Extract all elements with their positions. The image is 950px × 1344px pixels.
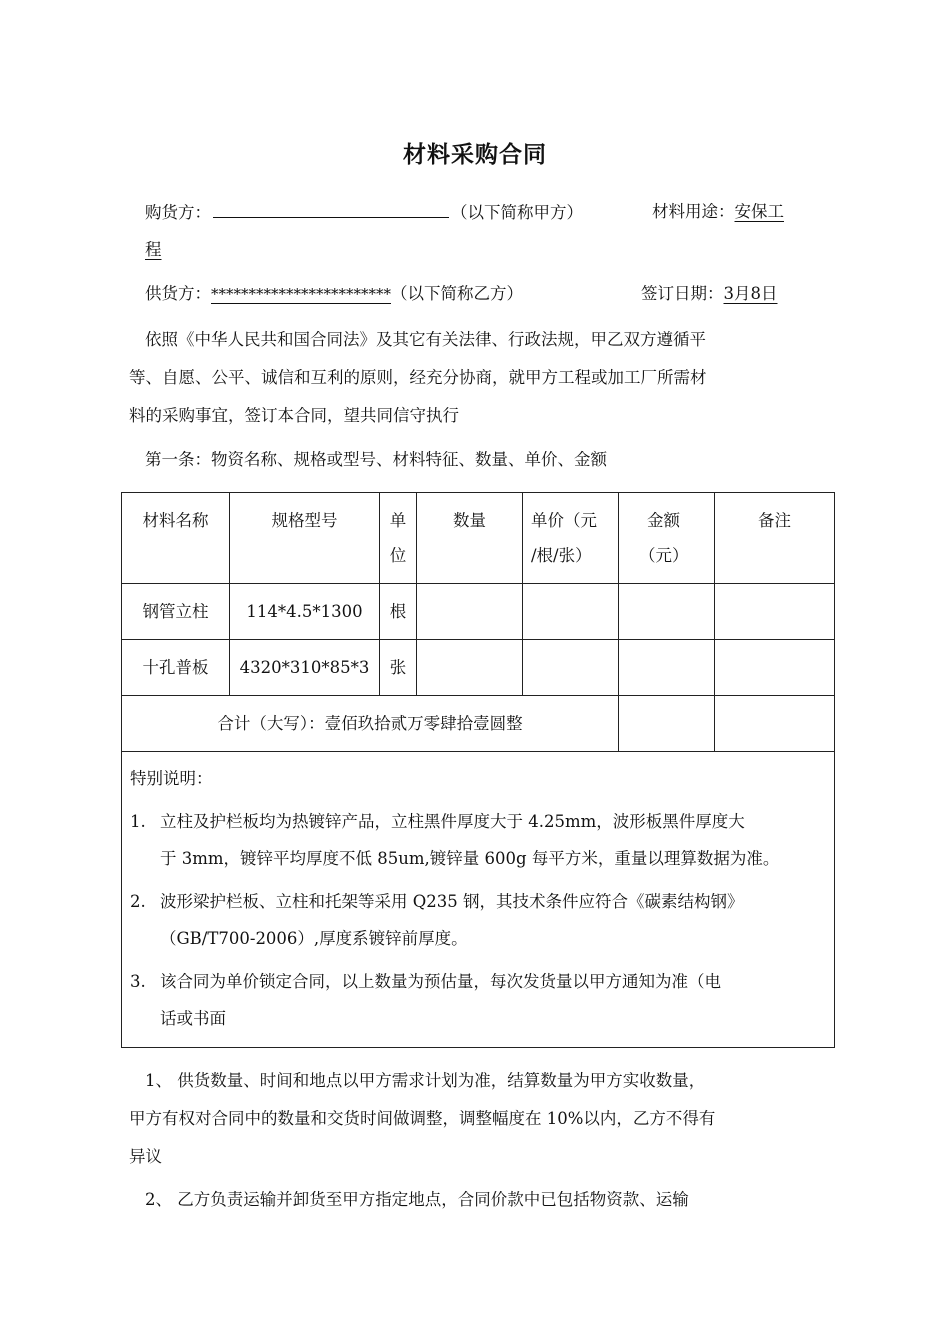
buyer-name-blank (213, 200, 449, 218)
document-title: 材料采购合同 (403, 141, 547, 168)
table-notes-row (122, 752, 835, 1048)
article-1-heading: 第一条：物资名称、规格或型号、材料特征、数量、单价、金额 (145, 450, 607, 469)
table-header-row (122, 493, 835, 584)
purpose-line (652, 200, 784, 224)
table-row (122, 640, 835, 696)
purpose-value-cont (145, 238, 162, 262)
row-2-spec: 4320*310*85*3 (239, 658, 370, 677)
row-2-name: 十孔普板 (142, 658, 209, 677)
buyer-line (145, 200, 583, 225)
row-1-unit: 根 (389, 602, 407, 621)
header-qty-cell: 数量 (417, 493, 523, 584)
clause-1-line-1: 1、 供货数量、时间和地点以甲方需求计划为准，结算数量为甲方实收数量， (145, 1071, 706, 1090)
row-1-name: 钢管立柱 (142, 602, 209, 621)
date-value: 3月8日 (723, 284, 778, 303)
purpose-label: 材料用途： (652, 202, 735, 221)
clause-1-line-2: 甲方有权对合同中的数量和交货时间做调整，调整幅度在 10%以内，乙方不得有 (129, 1109, 716, 1128)
header-name-cell: 材料名称 (122, 493, 230, 584)
buyer-label: 购货方： (145, 203, 211, 222)
clause-1-line-3: 异议 (129, 1147, 162, 1166)
supplier-label: 供货方： (145, 284, 211, 303)
note-item: 2. 波形梁护栏板、立柱和托架等采用 Q235 钢，其技术条件应符合《碳素结构钢》 （GB/T700-2006）,厚度系镀锌前厚度。 (130, 892, 744, 948)
supplier-name: ************************ (211, 285, 391, 303)
note-item: 3. 该合同为单价锁定合同，以上数量为预估量，每次发货量以甲方通知为准（电 话或书面 (130, 972, 721, 1028)
purpose-value: 安保工 (734, 202, 784, 221)
intro-line-3: 料的采购事宜，签订本合同，望共同信守执行 (129, 406, 459, 425)
row-1-spec: 114*4.5*1300 (246, 602, 363, 621)
total-amount-text: 合计（大写）：壹佰玖拾贰万零肆拾壹圆整 (217, 714, 523, 733)
header-price-cell: 单价（元 /根/张） (523, 493, 619, 584)
header-unit-cell: 单 位 (380, 493, 417, 584)
clause-2-line-1: 2、 乙方负责运输并卸货至甲方指定地点，合同价款中已包括物资款、运输 (145, 1190, 689, 1209)
special-notes (122, 752, 834, 1047)
note-item: 1. 立柱及护栏板均为热镀锌产品，立柱黑件厚度大于 4.25mm，波形板黑件厚度大 于 3mm，镀锌平均厚度不低 85um,镀锌量 600g 每平方米，重量以理算数据为准。 (130, 812, 780, 868)
supplier-suffix: （以下简称乙方） (391, 284, 523, 303)
purpose-value-wrap: 程 (145, 240, 162, 259)
table-row (122, 584, 835, 640)
buyer-suffix: （以下简称甲方） (451, 203, 583, 222)
supplier-line (145, 282, 523, 306)
date-line (641, 282, 778, 306)
header-spec-cell: 规格型号 (230, 493, 380, 584)
notes-title: 特别说明： (130, 769, 213, 788)
table-total-row (122, 696, 835, 752)
intro-line-2: 等、自愿、公平、诚信和互利的原则，经充分协商，就甲方工程或加工厂所需材 (129, 368, 707, 387)
materials-table (121, 492, 835, 1048)
row-2-unit: 张 (389, 658, 407, 677)
header-amount-cell: 金额 （元） (619, 493, 715, 584)
intro-line-1: 依照《中华人民共和国合同法》及其它有关法律、行政法规，甲乙双方遵循平 (145, 330, 706, 349)
header-remark-cell: 备注 (715, 493, 835, 584)
date-label: 签订日期： (641, 284, 724, 303)
